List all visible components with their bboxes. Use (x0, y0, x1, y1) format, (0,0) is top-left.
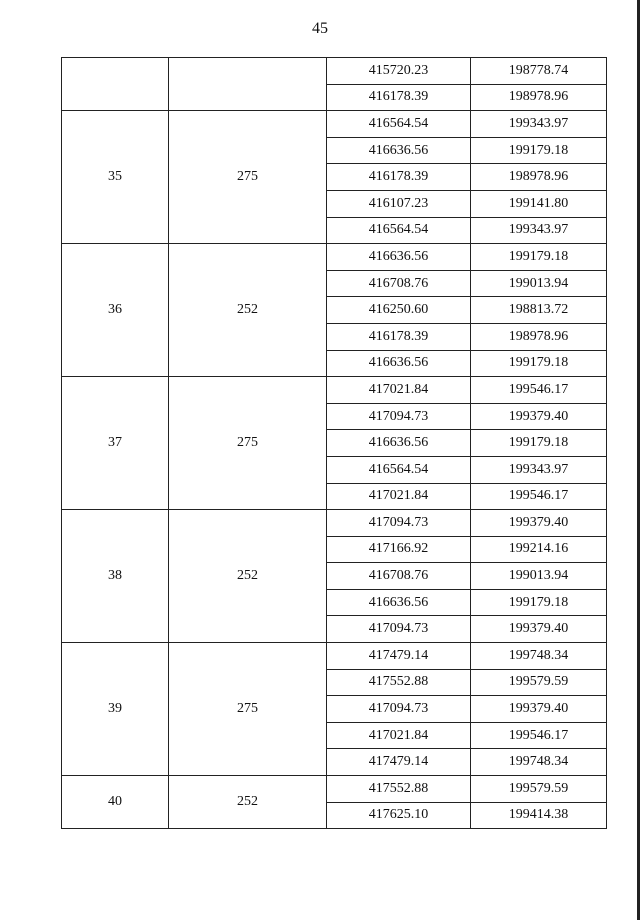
coordinate-table-body (62, 58, 607, 829)
coordinate-y-cell: 198978.96 (471, 323, 607, 350)
plot-value-cell: 252 (169, 244, 327, 377)
coordinate-y-cell: 199379.40 (471, 403, 607, 430)
coordinate-x-cell: 416708.76 (327, 270, 471, 297)
coordinate-x-cell: 415720.23 (327, 58, 471, 85)
coordinate-y-cell: 199343.97 (471, 456, 607, 483)
table-row (62, 58, 607, 85)
coordinate-x-cell: 417094.73 (327, 616, 471, 643)
coordinate-y-cell: 198978.96 (471, 164, 607, 191)
table-row (62, 111, 607, 138)
coordinate-y-cell: 199179.18 (471, 350, 607, 377)
coordinate-y-cell: 199179.18 (471, 244, 607, 271)
coordinate-x-cell: 417021.84 (327, 483, 471, 510)
plot-id-cell: 35 (62, 111, 169, 244)
table-row (62, 510, 607, 537)
coordinate-y-cell: 199379.40 (471, 616, 607, 643)
page-number: 45 (312, 20, 328, 37)
plot-value-cell: 275 (169, 377, 327, 510)
coordinate-x-cell: 417094.73 (327, 403, 471, 430)
coordinate-y-cell: 199179.18 (471, 430, 607, 457)
coordinate-y-cell: 199748.34 (471, 749, 607, 776)
coordinate-y-cell: 198813.72 (471, 297, 607, 324)
coordinate-x-cell: 416564.54 (327, 456, 471, 483)
coordinate-y-cell: 199579.59 (471, 669, 607, 696)
plot-value-cell: 275 (169, 111, 327, 244)
coordinate-y-cell: 198778.74 (471, 58, 607, 85)
coordinate-x-cell: 416708.76 (327, 563, 471, 590)
coordinate-y-cell: 199414.38 (471, 802, 607, 829)
coordinate-y-cell: 199379.40 (471, 510, 607, 537)
coordinate-y-cell: 199748.34 (471, 643, 607, 670)
coordinate-x-cell: 417552.88 (327, 669, 471, 696)
coordinate-y-cell: 199343.97 (471, 111, 607, 138)
coordinate-y-cell: 199141.80 (471, 190, 607, 217)
coordinate-y-cell: 199013.94 (471, 270, 607, 297)
table-row (62, 377, 607, 404)
coordinate-y-cell: 199013.94 (471, 563, 607, 590)
coordinate-x-cell: 417021.84 (327, 722, 471, 749)
plot-id-cell: 39 (62, 643, 169, 776)
table-row (62, 643, 607, 670)
coordinate-x-cell: 416636.56 (327, 589, 471, 616)
table-row (62, 776, 607, 803)
coordinate-y-cell: 199179.18 (471, 589, 607, 616)
plot-id-cell: 38 (62, 510, 169, 643)
coordinate-x-cell: 417166.92 (327, 536, 471, 563)
coordinate-y-cell: 199214.16 (471, 536, 607, 563)
coordinate-x-cell: 417021.84 (327, 377, 471, 404)
coordinate-x-cell: 416178.39 (327, 84, 471, 111)
coordinate-y-cell: 199179.18 (471, 137, 607, 164)
coordinate-x-cell: 417479.14 (327, 643, 471, 670)
plot-id-cell: 37 (62, 377, 169, 510)
coordinate-x-cell: 416250.60 (327, 297, 471, 324)
coordinate-x-cell: 417094.73 (327, 696, 471, 723)
plot-id-cell: 36 (62, 244, 169, 377)
plot-value-cell: 275 (169, 643, 327, 776)
coordinate-x-cell: 417552.88 (327, 776, 471, 803)
plot-value-cell: 252 (169, 510, 327, 643)
coordinate-table (61, 57, 607, 829)
coordinate-x-cell: 416178.39 (327, 323, 471, 350)
coordinate-x-cell: 417625.10 (327, 802, 471, 829)
coordinate-y-cell: 199546.17 (471, 722, 607, 749)
coordinate-x-cell: 416636.56 (327, 350, 471, 377)
coordinate-y-cell: 199579.59 (471, 776, 607, 803)
coordinate-y-cell: 199546.17 (471, 483, 607, 510)
coordinate-x-cell: 417479.14 (327, 749, 471, 776)
table-row (62, 244, 607, 271)
coordinate-x-cell: 416636.56 (327, 244, 471, 271)
coordinate-x-cell: 416107.23 (327, 190, 471, 217)
plot-value-cell (169, 58, 327, 111)
coordinate-y-cell: 199546.17 (471, 377, 607, 404)
coordinate-x-cell: 416564.54 (327, 217, 471, 244)
coordinate-y-cell: 198978.96 (471, 84, 607, 111)
plot-id-cell (62, 58, 169, 111)
coordinate-x-cell: 416636.56 (327, 430, 471, 457)
coordinate-y-cell: 199379.40 (471, 696, 607, 723)
coordinate-x-cell: 417094.73 (327, 510, 471, 537)
plot-id-cell: 40 (62, 776, 169, 829)
plot-value-cell: 252 (169, 776, 327, 829)
coordinate-y-cell: 199343.97 (471, 217, 607, 244)
coordinate-x-cell: 416178.39 (327, 164, 471, 191)
coordinate-x-cell: 416564.54 (327, 111, 471, 138)
coordinate-x-cell: 416636.56 (327, 137, 471, 164)
